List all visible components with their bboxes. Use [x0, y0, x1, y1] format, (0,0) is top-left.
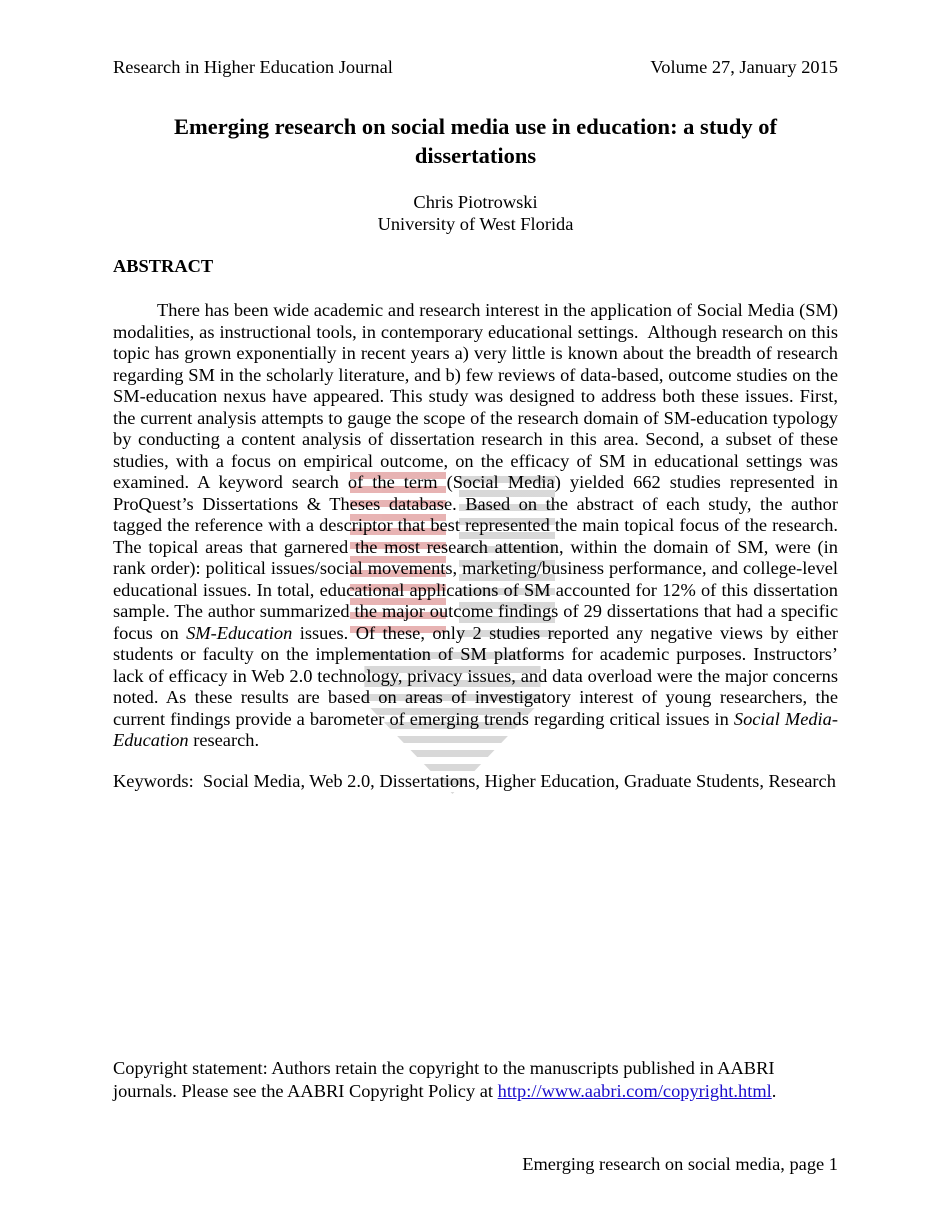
copyright-period: .: [771, 1081, 777, 1101]
keywords-line: Keywords: Social Media, Web 2.0, Dissertations, Higher Education, Graduate Students, Research: [113, 771, 836, 791]
abstract-text-3: research.: [188, 730, 260, 750]
journal-name: Research in Higher Education Journal: [113, 57, 393, 77]
author-affiliation: University of West Florida: [377, 213, 574, 234]
abstract-text-1: There has been wide academic and research interest in the application of Social Media (SM) modalities, as instructional tools, in contemporary educational settings. Although research on this topic has grown exponentially in recent years a) very little is known about the breadth of research regarding SM in the scholarly literature, and b) few reviews of data-based, outcome studies on the SM-education nexus have appeared. This study was designed to address both these issues. First, the current analysis attempts to gauge the scope of the research domain of SM-education typology by conducting a content analysis of dissertation research in this area. Second, a subset of these studies, with a focus on empirical outcome, on the efficacy of SM in educational settings was examined. A keyword search of the term (Social Media) yielded 662 studies represented in ProQuest’s Dissertations & Theses database. Based on the abstract of each study, the author tagged the reference with a descriptor that best represented the main topical focus of the research. The topical areas that garnered the most research attention, within the domain of SM, were (in rank order): political issues/social movements, marketing/business performance, and college-level educational issues. In total, educational applications of SM accounted for 12% of this dissertation sample. The author summarized the major outcome findings of 29 dissertations that had a specific focus on: [113, 300, 843, 643]
abstract-paragraph: [113, 300, 843, 752]
copyright-text: Copyright statement: Authors retain the copyright to the manuscripts published in AABRI journals. Please see the AABRI Copyright Policy at: [113, 1058, 780, 1101]
author-block: [113, 192, 838, 235]
author-name: Chris Piotrowski: [413, 192, 538, 212]
copyright-statement: [113, 1057, 838, 1103]
copyright-policy-link[interactable]: http://www.aabri.com/copyright.html: [497, 1081, 772, 1101]
abstract-text-2: issues. Of these, only 2 studies reported any negative views by either students or faculty on the implementation of SM platforms for academic purposes. Instructors’ lack of efficacy in Web 2.0 technology, privacy issues, and data overload were the major concerns noted. As these results are based on areas of investigatory interest of young researchers, the current findings provide a barometer of emerging trends regarding critical issues in: [113, 622, 843, 729]
paper-title: Emerging research on social media use in education: a study of dissertations: [174, 114, 777, 168]
page-content: [113, 0, 843, 1232]
page-header: [113, 57, 838, 79]
volume-date: Volume 27, January 2015: [650, 57, 838, 77]
abstract-italic-1: SM-Education: [186, 622, 293, 643]
footer-page-label: Emerging research on social media, page 1: [522, 1154, 838, 1174]
abstract-heading: ABSTRACT: [113, 256, 214, 276]
abstract-italic-2: Social Media-Education: [113, 708, 838, 750]
